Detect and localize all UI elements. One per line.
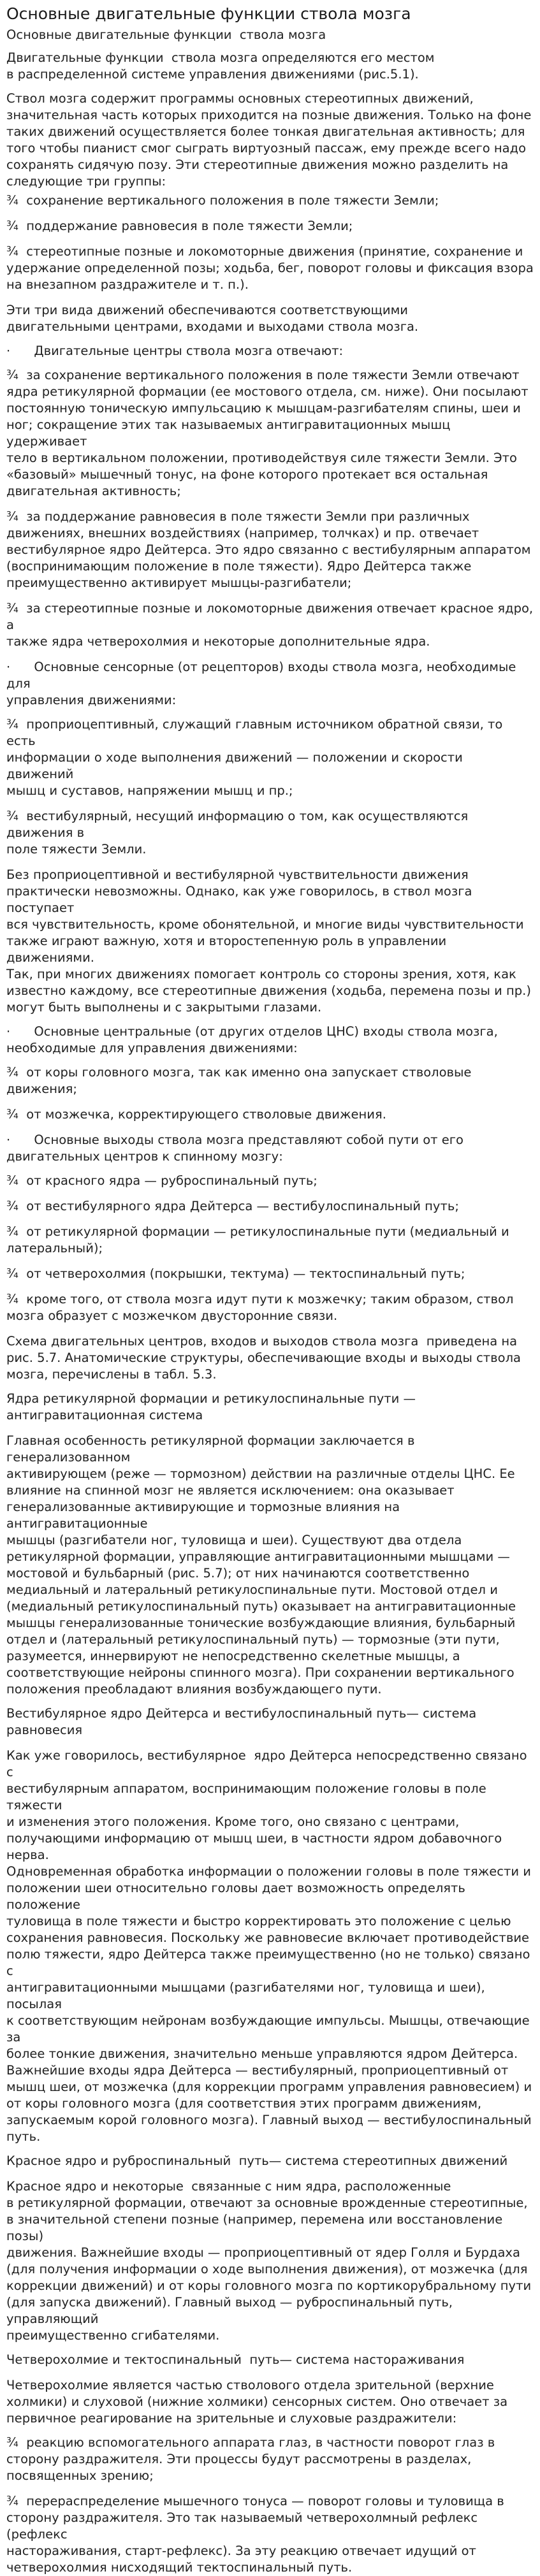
intro-paragraph: Двигательные функции ствола мозга определяются его местом в распределенной системе управления движениями (рис.5.1). [6, 50, 435, 82]
list-item: ¾ вестибулярный, несущий информацию о том, как осуществляются движения в поле тяжести Земли. [6, 809, 469, 857]
list-item: ¾ стереотипные позные и локомоторные движения (принятие, сохранение и удержание определенной позы; ходьба, бег, поворот головы и фиксация взора на внезапном раздражителе и т. п.). [6, 244, 534, 292]
paragraph: Главная особенность ретикулярной формации заключается в генерализованном активирующем (реже — тормозном) действии на различные отделы ЦНС. Ее влияние на спинной мозг не является исключением: она оказывает генерализованные активирующие и тормозные влияния на антигравитационные мышцы (разгибатели ног, туловища и шеи). Существуют два отдела ретикулярной формации, управляющие антигравитационными мышцами — мостовой и бульбарный (рис. 5.7); от них начинаются соответственно медиальный и латеральный ретикулоспинальные пути. Мостовой отдел и (медиальный ретикулоспинальный путь) оказывает на антигравитационные мышцы генерализованные тонические возбуждающие влияния, бульбарный отдел и (латеральный ретикулоспинальный путь) — тормозные (эти пути, разумеется, иннервируют не непосредственно скелетные мышцы, а соответствующие нейроны спинного мозга). При сохранении вертикального положения преобладают влияния возбуждающего пути. [6, 1433, 516, 1697]
list-item: ¾ от четверохолмия (покрышки, тектума) — тектоспинальный путь; [6, 1266, 465, 1281]
section-heading: Ядра ретикулярной формации и ретикулоспинальные пути — антигравитационная система [6, 1391, 416, 1422]
section-heading: · Двигательные центры ствола мозга отвечают: [6, 344, 344, 358]
list-item: ¾ кроме того, от ствола мозга идут пути к мозжечку; таким образом, ствол мозга образует с мозжечком двусторонние связи. [6, 1292, 514, 1323]
list-item: ¾ сохранение вертикального положения в поле тяжести Земли; [6, 193, 439, 208]
paragraph: Как уже говорилось, вестибулярное ядро Дейтерса непосредственно связано с вестибулярным аппаратом, воспринимающим положение головы в поле тяжести и изменения этого положения. Кроме того, оно связано с центрами, получающими информацию от мышц шеи, в частности ядром добавочного нерва. Одновременная обработка информации о положении головы в поле тяжести и положении шеи относительно головы дает возможность определять положение туловища в поле тяжести и быстро корректировать это положение с целью сохранения равновесия. Поскольку же равновесие включает противодействие полю тяжести, ядро Дейтерса также преимущественно (но не только) связано с антигравитационными мышцами (разгибателями ног, туловища и шеи), посылая к соответствующим нейронам возбуждающие импульсы. Мышцы, отвечающие за более тонкие движения, значительно меньше управляются ядром Дейтерса. Важнейшие входы ядра Дейтерса — вестибулярный, проприоцептивный от мышц шеи, от мозжечка (для коррекции программ управления равновесием) и от коры головного мозга (для соответствия этих программ движениям, запускаемым корой головного мозга). Главный выход — вестибулоспинальный путь. [6, 1748, 532, 2144]
list-item: ¾ от вестибулярного ядра Дейтерса — вестибулоспинальный путь; [6, 1199, 459, 1213]
paragraph: Эти три вида движений обеспечиваются соответствующими двигательными центрами, входами и выходами ствола мозга. [6, 303, 419, 334]
section-heading: Четверохолмие и тектоспинальный путь— система настораживания [6, 2352, 465, 2367]
paragraph: Четверохолмие является частью стволового отдела зрительной (верхние холмики) и слуховой (нижние холмики) сенсорных систем. Оно отвечает за первичное реагирование на зрительные и слуховые раздражители: [6, 2378, 508, 2426]
paragraph: Схема двигательных центров, входов и выходов ствола мозга приведена на рис. 5.7. Анатомические структуры, обеспечивающие входы и выходы ствола мозга, перечислены в табл. 5.3. [6, 1334, 521, 1382]
section-heading: · Основные выходы ствола мозга представляют собой пути от его двигательных центров к спинному мозгу: [6, 1132, 463, 1164]
list-item: ¾ за стереотипные позные и локомоторные движения отвечает красное ядро, а также ядра четверохолмия и некоторые дополнительные ядра. [6, 601, 534, 649]
list-item: ¾ от красного ядра — руброспинальный путь; [6, 1173, 317, 1188]
paragraph: Ствол мозга содержит программы основных стереотипных движений, значительная часть которых приходится на позные движения. Только на фоне таких движений осуществляется более тонкая двигательная активность; для того чтобы пианист смог сыграть виртуозный пассаж, ему прежде всего надо сохранять сидячую позу. Эти стереотипные движения можно разделить на следующие три группы: [6, 91, 532, 189]
page-title: Основные двигательные функции ствола мозга [6, 4, 411, 23]
section-heading: · Основные центральные (от других отделов ЦНС) входы ствола мозга, необходимые для управления движениями: [6, 1024, 498, 1055]
list-item: ¾ реакцию вспомогательного аппарата глаз, в частности поворот глаз в сторону раздражителя. Эти процессы будут рассмотрены в разделах, посвященных зрению; [6, 2435, 495, 2483]
paragraph: Без проприоцептивной и вестибулярной чувствительности движения практически невозможны. Однако, как уже говорилось, в ствол мозга поступает вся чувствительность, кроме обонятельной, и многие виды чувствительности также играют важную, хотя и второстепенную роль в управлении движениями. Так, при многих движениях помогает контроль со стороны зрения, хотя, как известно каждому, все стереотипные движения (ходьба, перемена позы и пр.) могут быть выполнены и с закрытыми глазами. [6, 867, 531, 1015]
list-item: ¾ перераспределение мышечного тонуса — поворот головы и туловища в сторону раздражителя. Это так называемый четверохолмный рефлекс (рефлекс настораживания, старт-рефлекс). За эту реакцию отвечает идущий от четверохолмия нисходящий тектоспинальный путь. [6, 2494, 504, 2575]
section-heading: Красное ядро и руброспинальный путь— система стереотипных движений [6, 2153, 508, 2168]
list-item: ¾ от мозжечка, корректирующего стволовые движения. [6, 1107, 386, 1122]
page-subtitle: Основные двигательные функции ствола мозга [6, 27, 326, 42]
list-item: ¾ от коры головного мозга, так как именно она запускает стволовые движения; [6, 1065, 476, 1096]
list-item: ¾ поддержание равновесия в поле тяжести Земли; [6, 219, 353, 233]
section-heading: Вестибулярное ядро Дейтерса и вестибулоспинальный путь— система равновесия [6, 1706, 477, 1737]
list-item: ¾ за сохранение вертикального положения в поле тяжести Земли отвечают ядра ретикулярной формации (ее мостового отдела, см. ниже). Они посылают постоянную тоническую импульсацию к мышцам-разгибателям спины, шеи и ног; сокращение этих так называемых антигравитационных мышц удерживает тело в вертикальном положении, противодействуя силе тяжести Земли. Это «базовый» мышечный тонус, на фоне которого протекает вся остальная двигательная активность; [6, 368, 529, 498]
list-item: ¾ проприоцептивный, служащий главным источником обратной связи, то есть информации о ходе выполнения движений — положении и скорости движений мышц и суставов, напряжении мышц и пр.; [6, 717, 503, 798]
list-item: ¾ от ретикулярной формации — ретикулоспинальные пути (медиальный и латеральный); [6, 1224, 509, 1255]
paragraph: Красное ядро и некоторые связанные с ним ядра, расположенные в ретикулярной формации, отвечают за основные врожденные стереотипные, в значительной степени позные (например, перемена или восстановление позы) движения. Важнейшие входы — проприоцептивный от ядер Голля и Бурдаха (для получения информации о ходе выполнения движения), от мозжечка (для коррекции движений) и от коры головного мозга по кортикорубральному пути (для запуска движений). Главный выход — руброспинальный путь, управляющий преимущественно сгибателями. [6, 2179, 532, 2343]
section-heading: · Основные сенсорные (от рецепторов) входы ствола мозга, необходимые для управления движениями: [6, 660, 516, 707]
list-item: ¾ за поддержание равновесия в поле тяжести Земли при различных движениях, внешних воздействиях (например, толчках) и пр. отвечает вестибулярное ядро Дейтерса. Это ядро связанно с вестибулярным аппаратом (воспринимающим положение в поле тяжести). Ядро Дейтерса также преимущественно активирует мышцы-разгибатели; [6, 509, 531, 590]
